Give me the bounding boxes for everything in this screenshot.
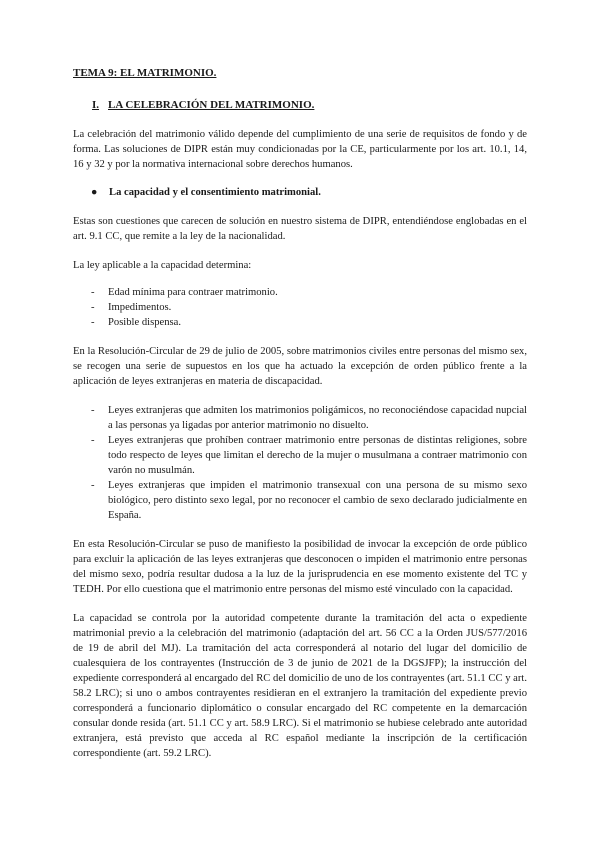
dash-marker: - — [91, 405, 95, 416]
dash-marker: - — [91, 287, 95, 298]
foreign-laws-list — [73, 403, 527, 523]
list-item: - Leyes extranjeras que prohíben contraer matrimonio entre personas de distintas religiones, sobre todo respecto de leyes que limitan el derecho de la mujer o musulmana a contraer matrimonio con varón no musulmán. — [73, 433, 527, 478]
subsection-heading — [73, 185, 527, 200]
control-paragraph: La capacidad se controla por la autoridad competente durante la tramitación del acta o expediente matrimonial previo a la celebración del matrimonio (adaptación del art. 56 CC a la Orden JUS/577/2016 de 19 de abril del MJ). La tramitación del acta corresponderá al notario del lugar del domicilio de cualesquiera de los contrayentes (Instrucción de 3 de junio de 2021 de la DGSJFP); la instrucción del expediente corresponderá al encargado del RC del domicilio de uno de los contrayentes (art. 51.1 CC y art. 58.2 LRC); si uno o ambos contrayentes residieran en el extranjero la tramitación del expediente previo corresponderá a funcionario diplomático o consular encargado del RC competente en la demarcación consular donde resida (art. 51.1 CC y art. 58.9 LRC). Si el matrimonio se hubiese celebrado ante autoridad extranjera, está previsto que acceda al RC español mediante la inscripción de la certificación correspondiente (art. 59.2 LRC). — [73, 613, 527, 759]
list-item: - Edad mínima para contraer matrimonio. — [73, 285, 527, 300]
list-item: - Posible dispensa. — [73, 315, 527, 330]
intro-paragraph: La celebración del matrimonio válido depende del cumplimiento de una serie de requisitos de fondo y de forma. Las soluciones de DIPR están muy condicionadas por la CE, particularmente por los art. 10.1, 14, 16 y 32 y por la normativa internacional sobre derechos humanos. — [73, 129, 527, 170]
document-body — [73, 66, 527, 761]
dash-marker: - — [91, 302, 95, 313]
page-title: TEMA 9: EL MATRIMONIO. — [73, 67, 217, 79]
subsection-title: La capacidad y el consentimiento matrimonial. — [109, 187, 321, 198]
dash-marker: - — [91, 480, 95, 491]
section-title: LA CELEBRACIÓN DEL MATRIMONIO. — [108, 99, 315, 111]
list-item: - Leyes extranjeras que impiden el matrimonio transexual con una persona de su mismo sexo biológico, pero distinto sexo legal, por no reconocer el cambio de sexo declarado judicialmente en España. — [73, 478, 527, 523]
list-item: - Leyes extranjeras que admiten los matrimonios poligámicos, no reconociéndose capacidad nupcial a las personas ya ligadas por anterior matrimonio no disuelto. — [73, 403, 527, 433]
resolution-paragraph: En la Resolución-Circular de 29 de julio de 2005, sobre matrimonios civiles entre personas del mismo sex, se recogen una serie de supuestos en los que ha actuado la excepción de orden público frente a la aplicación de leyes extranjeras en materia de discapacidad. — [73, 346, 527, 387]
bullet-icon: ● — [91, 187, 98, 198]
nationality-paragraph: Estas son cuestiones que carecen de solución en nuestro sistema de DIPR, entendiéndose englobadas en el art. 9.1 CC, que remite a la ley de la nacionalidad. — [73, 216, 527, 242]
dash-marker: - — [91, 435, 95, 446]
list-item: - Impedimentos. — [73, 300, 527, 315]
circular-paragraph: En esta Resolución-Circular se puso de manifiesto la posibilidad de invocar la excepción de orde público para excluir la aplicación de las leyes extranjeras que desconocen o impiden el matrimonio entre personas del mismo sexo, podría resultar dudosa a la luz de la jurisprudencia en ese momento existente del TC y TEDH. Por ello cuestiona que el matrimonio entre personas del mismo esté vinculado con la capacidad. — [73, 539, 527, 595]
law-determines-paragraph: La ley aplicable a la capacidad determina: — [73, 260, 252, 271]
determines-list — [73, 285, 527, 330]
section-number: I. — [92, 99, 100, 111]
section-heading — [73, 98, 527, 113]
dash-marker: - — [91, 317, 95, 328]
